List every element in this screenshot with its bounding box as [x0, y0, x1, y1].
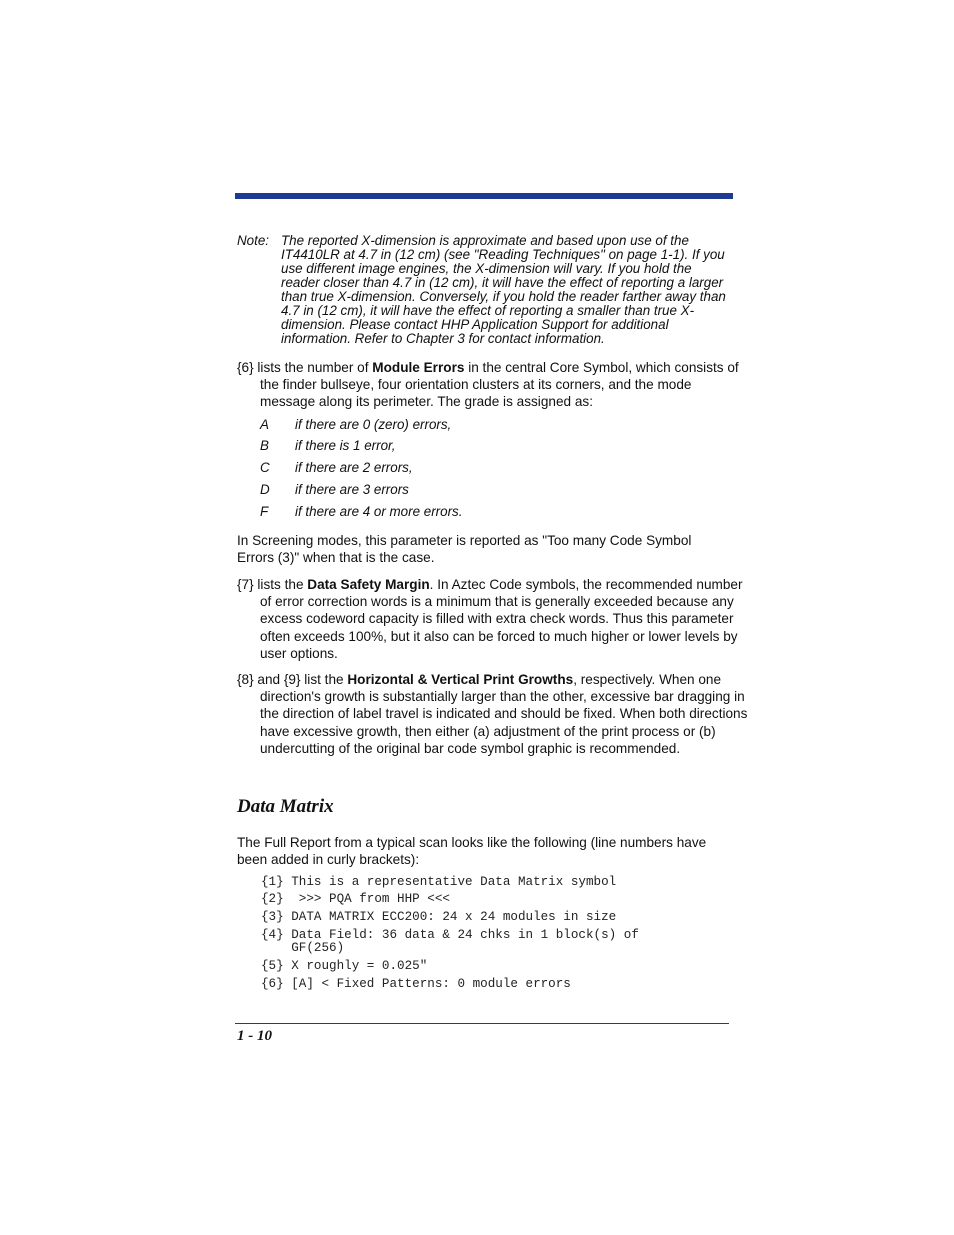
header-rule: [235, 193, 733, 199]
item6-term: Module Errors: [372, 360, 465, 375]
grade-letter: F: [260, 504, 269, 519]
page-number: 1 - 10: [237, 1028, 272, 1044]
grade-description: if there are 4 or more errors.: [295, 504, 463, 519]
item8-suffix: , respectively. When one direction's growth is substantially larger than the other, excessive bar dragging in the direction of label travel is indicated and should be fixed. When both directions have excessive growth, then either (a) adjustment of the print process or (b) undercutting of the original bar code symbol graphic is recommended.: [260, 672, 748, 756]
code-line: {4} Data Field: 36 data & 24 chks in 1 block(s) of GF(256): [261, 928, 639, 955]
note-text: The reported X-dimension is approximate and based upon use of the IT4410LR at 4.7 in (12 cm) (see "Reading Techniques" on page 1-1). If you use different image engines, the X-dimension will vary. If you hold the reader closer than 4.7 in (12 cm), it will have the effect of reporting a larger than true X-dimension. Conversely, if you hold the reader farther away than 4.7 in (12 cm), it will have the effect of reporting a smaller than true X-dimension. Please contact HHP Application Support for additional information. Refer to Chapter 3 for contact information.: [281, 233, 726, 346]
note-label: Note:: [237, 233, 270, 248]
section-heading: Data Matrix: [237, 796, 334, 817]
intro-paragraph: The Full Report from a typical scan looks like the following (line numbers have been added in curly brackets):: [237, 835, 707, 868]
grade-letter: C: [260, 460, 270, 475]
code-line: {3} DATA MATRIX ECC200: 24 x 24 modules in size: [261, 910, 617, 924]
code-line: {6} [A] < Fixed Patterns: 0 module errors: [261, 977, 571, 991]
grade-letter: D: [260, 482, 270, 497]
item7-term: Data Safety Margin: [307, 577, 430, 592]
code-line: {1} This is a representative Data Matrix symbol: [261, 875, 617, 889]
grade-description: if there is 1 error,: [295, 438, 396, 453]
grade-description: if there are 0 (zero) errors,: [295, 417, 452, 432]
print-growth-paragraph: [237, 671, 750, 757]
grade-description: if there are 2 errors,: [295, 460, 413, 475]
data-safety-margin-paragraph: [237, 576, 750, 662]
grade-letter: A: [260, 417, 269, 432]
item8-prefix: {8} and {9} list the: [237, 672, 348, 687]
footer-rule: [235, 1023, 729, 1024]
item8-term: Horizontal & Vertical Print Growths: [347, 672, 574, 687]
code-line: {5} X roughly = 0.025": [261, 959, 428, 973]
code-line: {2} >>> PQA from HHP <<<: [261, 892, 450, 906]
item6-prefix: {6} lists the number of: [237, 360, 373, 375]
screening-paragraph: In Screening modes, this parameter is reported as "Too many Code Symbol Errors (3)" when that is the case.: [237, 533, 692, 566]
grade-letter: B: [260, 438, 269, 453]
item6-suffix: in the central Core Symbol, which consists of the finder bullseye, four orientation clusters at its corners, and the mode message along its perimeter. The grade is assigned as:: [260, 360, 739, 410]
module-errors-paragraph: [237, 359, 747, 411]
item7-prefix: {7} lists the: [237, 577, 308, 592]
item7-suffix: . In Aztec Code symbols, the recommended number of error correction words is a minimum that is generally exceeded because any excess codeword capacity is filled with extra check words. Thus this parameter often exceeds 100%, but it also can be forced to much higher or lower levels by user options.: [260, 577, 743, 661]
grade-description: if there are 3 errors: [295, 482, 409, 497]
